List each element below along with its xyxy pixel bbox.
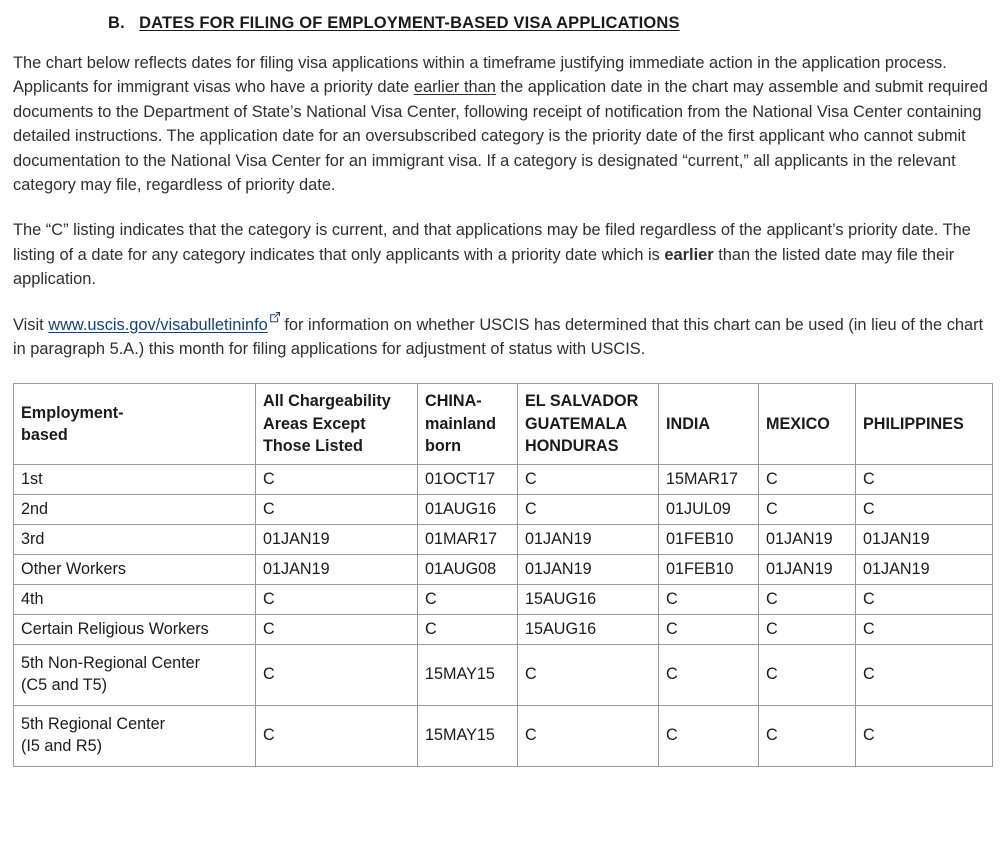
visit-suffix: for information on whether USCIS has determined that this chart can be used (in lieu of the chart in paragraph 5.A.) this month for filing applications for adjustment of status with USCIS.	[13, 315, 984, 359]
intro-emphasis-earlier-than: earlier than	[413, 78, 496, 97]
table-cell: C	[856, 614, 993, 644]
external-link-icon	[269, 311, 280, 322]
table-cell: 15MAY15	[418, 644, 518, 705]
intro-text-part-1: The chart below reflects dates for filing visa applications within a timeframe justifying immediate action in the application process. Applicants for immigrant visas who have a priority date	[13, 54, 947, 97]
column-header-all-chargeability-areas	[256, 384, 418, 465]
row-label-secondary: (I5 and R5)	[21, 737, 102, 756]
table-cell: C	[759, 705, 856, 766]
table-header	[14, 384, 993, 465]
c-listing-emphasis-earlier: earlier	[664, 245, 714, 264]
intro-text-part-2: the application date in the chart may assemble and submit required documents to the Department of State’s National Visa Center, following receipt of notification from the National Visa Center containing detailed instructions. The application date for an oversubscribed category is the priority date of the first applicant who cannot submit documentation to the National Visa Center for an immigrant visa. If a category is designated “current,” all applicants in the relevant category may file, regardless of priority date.	[13, 78, 988, 195]
header-line: mainland	[425, 414, 497, 433]
row-label: 3rd	[21, 529, 45, 548]
header-line: MEXICO	[766, 414, 830, 433]
table-row	[14, 584, 993, 614]
table-row	[14, 464, 993, 494]
row-label-cell	[14, 554, 256, 584]
table-cell: C	[856, 584, 993, 614]
table-cell: C	[418, 584, 518, 614]
table-cell: 01JAN19	[759, 524, 856, 554]
row-label: 1st	[21, 469, 43, 488]
table-cell: C	[759, 584, 856, 614]
header-line: INDIA	[666, 414, 711, 433]
table-row	[14, 524, 993, 554]
table-cell: 01AUG16	[418, 494, 518, 524]
table-cell: 01JAN19	[856, 524, 993, 554]
table-cell: 01OCT17	[418, 464, 518, 494]
table-cell: C	[256, 644, 418, 705]
table-cell: C	[659, 644, 759, 705]
table-cell: C	[256, 494, 418, 524]
table-cell: C	[518, 705, 659, 766]
table-cell: C	[256, 464, 418, 494]
employment-based-visa-table	[13, 383, 993, 767]
header-line: CHINA-	[425, 392, 482, 411]
row-label-cell	[14, 464, 256, 494]
row-label: 5th Regional Center	[21, 715, 165, 734]
uscis-visabulletininfo-link[interactable]	[48, 316, 268, 334]
header-line: EL SALVADOR	[525, 392, 639, 411]
table-cell: C	[759, 464, 856, 494]
column-header-mexico	[759, 384, 856, 465]
table-cell: 01FEB10	[659, 554, 759, 584]
table-cell: 01JAN19	[518, 524, 659, 554]
table-cell: C	[518, 464, 659, 494]
table-cell: 01JAN19	[256, 524, 418, 554]
column-header-philippines	[856, 384, 993, 465]
table-cell: C	[759, 494, 856, 524]
row-label: 2nd	[21, 499, 49, 518]
table-cell: C	[518, 644, 659, 705]
table-cell: C	[659, 584, 759, 614]
row-label: 5th Non-Regional Center	[21, 654, 201, 673]
header-line: GUATEMALA	[525, 414, 628, 433]
header-line: based	[21, 426, 68, 445]
row-label-cell	[14, 614, 256, 644]
row-label: 4th	[21, 589, 44, 608]
table-row	[14, 644, 993, 705]
uscis-link-paragraph	[0, 313, 1005, 362]
table-cell: 15AUG16	[518, 584, 659, 614]
header-line: born	[425, 437, 461, 456]
table-cell: C	[659, 614, 759, 644]
table-cell: C	[256, 705, 418, 766]
table-cell: C	[856, 644, 993, 705]
table-cell: 15MAY15	[418, 705, 518, 766]
table-cell: 01MAR17	[418, 524, 518, 554]
table-cell: 01JAN19	[518, 554, 659, 584]
table-cell: 01FEB10	[659, 524, 759, 554]
table-row	[14, 705, 993, 766]
table-row	[14, 614, 993, 644]
table-cell: 01AUG08	[418, 554, 518, 584]
table-cell: 01JAN19	[856, 554, 993, 584]
column-header-india	[659, 384, 759, 465]
row-label-secondary: (C5 and T5)	[21, 676, 108, 695]
table-cell: C	[759, 614, 856, 644]
header-line: Employment-	[21, 403, 124, 422]
row-label-cell	[14, 584, 256, 614]
row-label-cell	[14, 494, 256, 524]
uscis-link-label: www.uscis.gov/visabulletininfo	[48, 315, 268, 334]
employment-based-table-container	[0, 383, 1005, 767]
intro-paragraph	[0, 51, 1005, 197]
table-cell: C	[856, 705, 993, 766]
c-listing-paragraph	[0, 218, 1005, 291]
table-cell: 01JUL09	[659, 494, 759, 524]
row-label: Other Workers	[21, 559, 126, 578]
table-row	[14, 554, 993, 584]
table-cell: C	[518, 494, 659, 524]
table-cell: 01JAN19	[759, 554, 856, 584]
table-cell: 15AUG16	[518, 614, 659, 644]
column-header-employment-based	[14, 384, 256, 465]
table-cell: C	[856, 494, 993, 524]
header-line: Those Listed	[263, 437, 363, 456]
table-body	[14, 464, 993, 766]
row-label: Certain Religious Workers	[21, 619, 209, 638]
column-header-el-salvador-guatemala-honduras	[518, 384, 659, 465]
page-title	[0, 0, 1005, 33]
table-cell: C	[418, 614, 518, 644]
c-listing-text-part-1: The “C” listing indicates that the category is current, and that applications may be filed regardless of the applicant’s priority date. The listing of a date for any category indicates that only applicants with a priority date which is	[13, 221, 971, 264]
header-line: HONDURAS	[525, 437, 619, 456]
section-letter: B.	[108, 14, 125, 32]
column-header-china-mainland-born	[418, 384, 518, 465]
table-cell: C	[256, 614, 418, 644]
header-line: Areas Except	[263, 414, 366, 433]
table-cell: C	[659, 705, 759, 766]
c-listing-text-part-2: than the listed date may file their application.	[13, 245, 955, 289]
header-line: All Chargeability	[263, 392, 391, 411]
section-title-text: DATES FOR FILING OF EMPLOYMENT-BASED VISA APPLICATIONS	[139, 14, 680, 32]
row-label-cell	[14, 705, 256, 766]
row-label-cell	[14, 644, 256, 705]
table-cell: C	[759, 644, 856, 705]
visit-prefix: Visit	[13, 315, 49, 334]
table-header-row	[14, 384, 993, 465]
table-cell: C	[856, 464, 993, 494]
table-cell: 01JAN19	[256, 554, 418, 584]
table-row	[14, 494, 993, 524]
row-label-cell	[14, 524, 256, 554]
header-line: PHILIPPINES	[863, 414, 964, 433]
table-cell: 15MAR17	[659, 464, 759, 494]
table-cell: C	[256, 584, 418, 614]
